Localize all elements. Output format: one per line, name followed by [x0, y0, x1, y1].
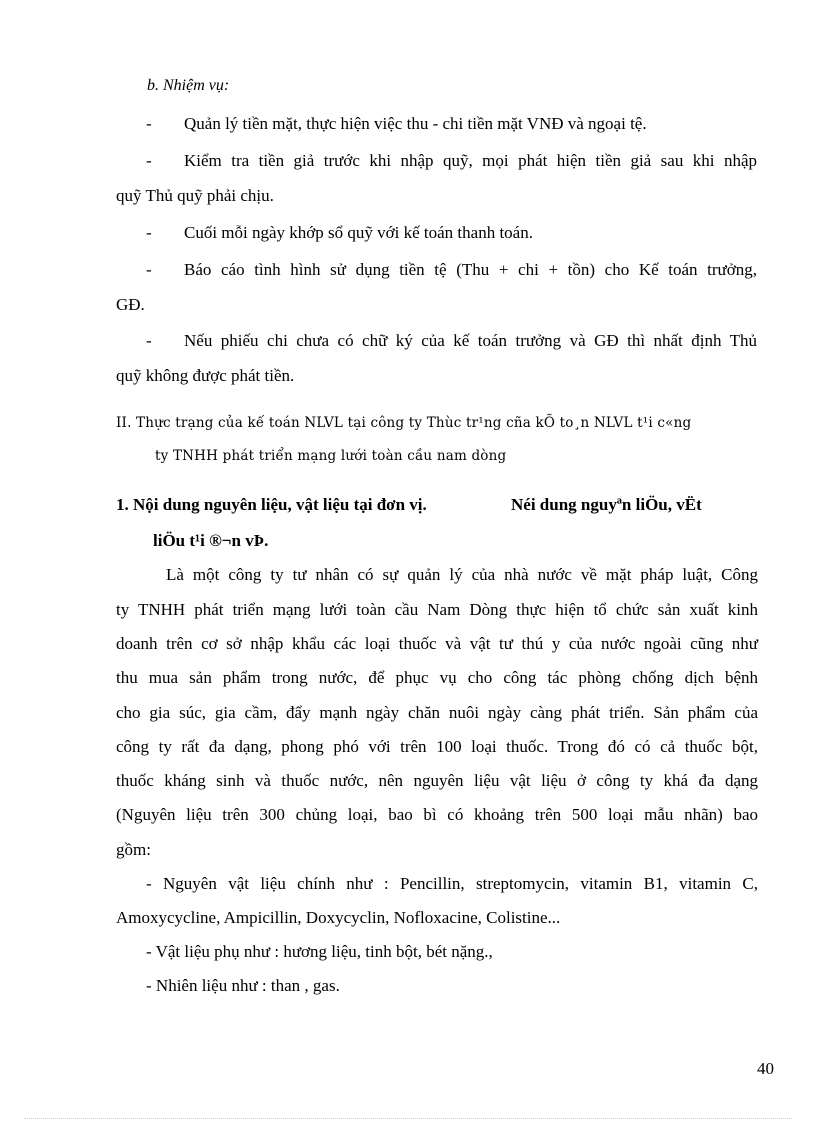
paragraph-line: cho gia súc, gia cầm, đẩy mạnh ngày chăn nuôi ngày càng phát triển. Sản phẩm của — [116, 703, 758, 722]
paragraph-line: ty TNHH phát triển mạng lưới toàn cầu Nam Dòng thực hiện tổ chức sản xuất kinh — [116, 600, 758, 619]
materials-aux: - Vật liệu phụ như : hương liệu, tinh bột, bét nặng., — [146, 942, 493, 961]
footer-divider — [24, 1118, 792, 1119]
bullet-dash: - — [146, 114, 152, 133]
bullet-text-continued: quỹ không được phát tiền. — [116, 366, 295, 385]
heading-1-part1: 1. Nội dung nguyên liệu, vật liệu tại đơn vị. — [116, 495, 427, 514]
bullet-dash: - — [146, 260, 152, 279]
materials-fuel: - Nhiên liệu như : than , gas. — [146, 976, 340, 995]
paragraph-line: thuốc kháng sinh và thuốc nước, nên nguyên liệu vật liệu ở công ty khá đa dạng — [116, 771, 758, 790]
bullet-text: Kiểm tra tiền giả trước khi nhập quỹ, mọi phát hiện tiền giả sau khi nhập — [184, 151, 757, 170]
page-number: 40 — [757, 1059, 774, 1078]
paragraph-line: (Nguyên liệu trên 300 chủng loại, bao bì có khoảng trên 500 loại mẫu nhãn) bao — [116, 805, 758, 824]
subheading: b. Nhiệm vụ: — [147, 77, 230, 94]
paragraph-line: thu mua sản phẩm trong nước, để phục vụ cho công tác phòng chống dịch bệnh — [116, 668, 758, 687]
bullet-text: Nếu phiếu chi chưa có chữ ký của kế toán trưởng và GĐ thì nhất định Thủ — [184, 331, 757, 350]
heading-1-part2: Néi dung nguyªn liÖu, vËt — [511, 495, 702, 514]
materials-main: - Nguyên vật liệu chính như : Pencillin, streptomycin, vitamin B1, vitamin C, — [146, 874, 758, 893]
bullet-text: Báo cáo tình hình sử dụng tiền tệ (Thu + chi + tồn) cho Kế toán trưởng, — [184, 260, 757, 279]
bullet-dash: - — [146, 331, 152, 350]
section-heading-line1: II. Thực trạng của kế toán NLVL tại công ty Thùc tr¹ng cña kÕ to¸n NLVL t¹i c«ng — [116, 415, 692, 431]
bullet-text-continued: quỹ Thủ quỹ phải chịu. — [116, 186, 274, 205]
paragraph-line: gồm: — [116, 840, 151, 859]
bullet-dash: - — [146, 223, 152, 242]
bullet-text: Cuối mỗi ngày khớp sổ quỹ với kế toán thanh toán. — [184, 223, 533, 242]
bullet-text-continued: GĐ. — [116, 295, 145, 314]
paragraph-line: Là một công ty tư nhân có sự quản lý của nhà nước về mặt pháp luật, Công — [166, 565, 758, 584]
paragraph-line: doanh trên cơ sở nhập khẩu các loại thuốc và vật tư thú y của nước ngoài cũng như — [116, 634, 758, 653]
heading-1-line2: liÖu t¹i ®¬n vÞ. — [153, 531, 269, 550]
bullet-text: Quản lý tiền mặt, thực hiện việc thu - chi tiền mặt VNĐ và ngoại tệ. — [184, 114, 647, 133]
paragraph-line: công ty rất đa dạng, phong phó với trên 100 loại thuốc. Trong đó có cả thuốc bột, — [116, 737, 758, 756]
materials-main-continued: Amoxycycline, Ampicillin, Doxycyclin, Nofloxacine, Colistine... — [116, 908, 561, 927]
bullet-dash: - — [146, 151, 152, 170]
section-heading-line2: ty TNHH phát triển mạng lưới toàn cầu nam dòng — [155, 448, 507, 464]
